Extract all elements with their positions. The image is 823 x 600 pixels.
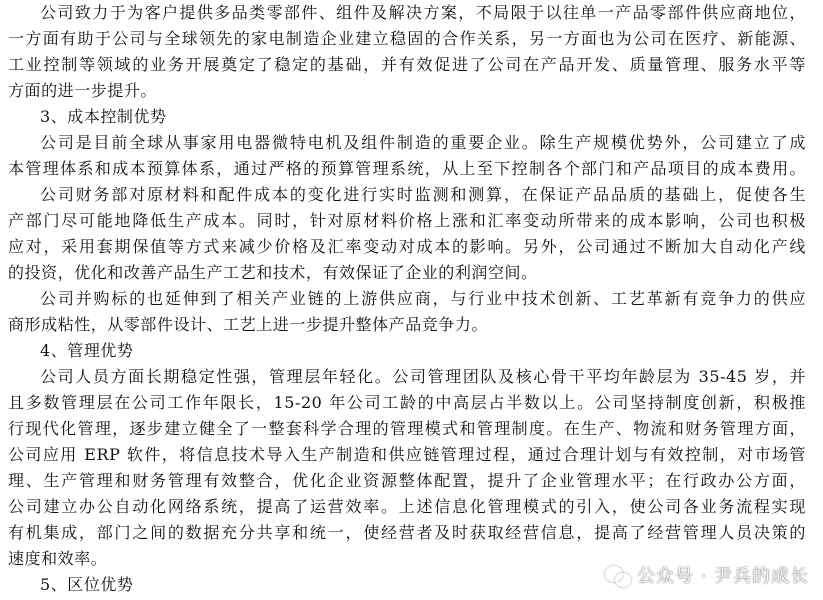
paragraph-line: 公司应用 ERP 软件，将信息技术导入生产制造和供应链管理过程，通过合理计划与有效控制，对市场管 (8, 445, 806, 464)
paragraph-line: 一方面有助于公司与全球领先的家电制造企业建立稳固的合作关系，另一方面也为公司在医疗、新能源、 (8, 29, 806, 48)
paragraph-line: 工业控制等领域的业务开展奠定了稳定的基础，并有效促进了公司在产品开发、质量管理、服务水平等 (8, 55, 806, 74)
paragraph-line: 公司是目前全球从事家用电器微特电机及组件制造的重要企业。除生产规模优势外，公司建立了成 (40, 133, 806, 152)
section-heading: 4、管理优势 (40, 341, 134, 360)
wechat-icon (605, 564, 631, 586)
section-heading: 5、区位优势 (40, 575, 134, 594)
paragraph-line: 方面的进一步提升。 (8, 81, 157, 100)
paragraph-line: 有机集成，部门之间的数据充分共享和统一，使经营者及时获取经营信息，提高了经营管理人员决策的 (8, 523, 806, 542)
paragraph-line: 且多数管理层在公司工作年限长，15-20 年公司工龄的中高层占半数以上。公司坚持制度创新，积极推 (8, 393, 806, 412)
paragraph-line: 理、生产管理和财务管理有效整合，优化企业资源整体配置，提升了企业管理水平；在行政办公方面， (8, 471, 806, 490)
paragraph-line: 公司并购标的也延伸到了相关产业链的上游供应商，与行业中技术创新、工艺革新有竞争力的供应 (40, 289, 806, 308)
paragraph-line: 行现代化管理，逐步建立健全了一整套科学合理的管理模式和管理制度。在生产、物流和财务管理方面， (8, 419, 806, 438)
paragraph-line: 公司致力于为客户提供多品类零部件、组件及解决方案，不局限于以往单一产品零部件供应商地位， (40, 3, 806, 22)
paragraph-line: 公司人员方面长期稳定性强，管理层年轻化。公司管理团队及核心骨干平均年龄层为 35-45 岁，并 (40, 367, 806, 386)
paragraph-line: 速度和效率。 (8, 549, 108, 568)
paragraph-line: 的投资，优化和改善产品生产工艺和技术，有效保证了企业的利润空间。 (8, 263, 538, 282)
paragraph-line: 商形成粘性，从零部件设计、工艺上进一步提升整体产品竞争力。 (8, 315, 488, 334)
section-heading: 3、成本控制优势 (40, 107, 167, 126)
paragraph-line: 应对，采用套期保值等方式来减少价格及汇率变动对成本的影响。另外，公司通过不断加大自动化产线 (8, 237, 806, 256)
paragraph-line: 本管理体系和成本预算体系，通过严格的预算管理系统，从上至下控制各个部门和产品项目的成本费用。 (8, 159, 806, 178)
paragraph-line: 公司财务部对原材料和配件成本的变化进行实时监测和测算，在保证产品品质的基础上，促使各生 (40, 185, 806, 204)
paragraph-line: 产部门尽可能地降低生产成本。同时，针对原材料价格上涨和汇率变动所带来的成本影响，公司也积极 (8, 211, 806, 230)
watermark (605, 560, 809, 590)
watermark-text: 公众号 · 尹兵的成长 (636, 566, 809, 587)
paragraph-line: 公司建立办公自动化网络系统，提高了运营效率。上述信息化管理模式的引入，使公司各业务流程实现 (8, 497, 806, 516)
